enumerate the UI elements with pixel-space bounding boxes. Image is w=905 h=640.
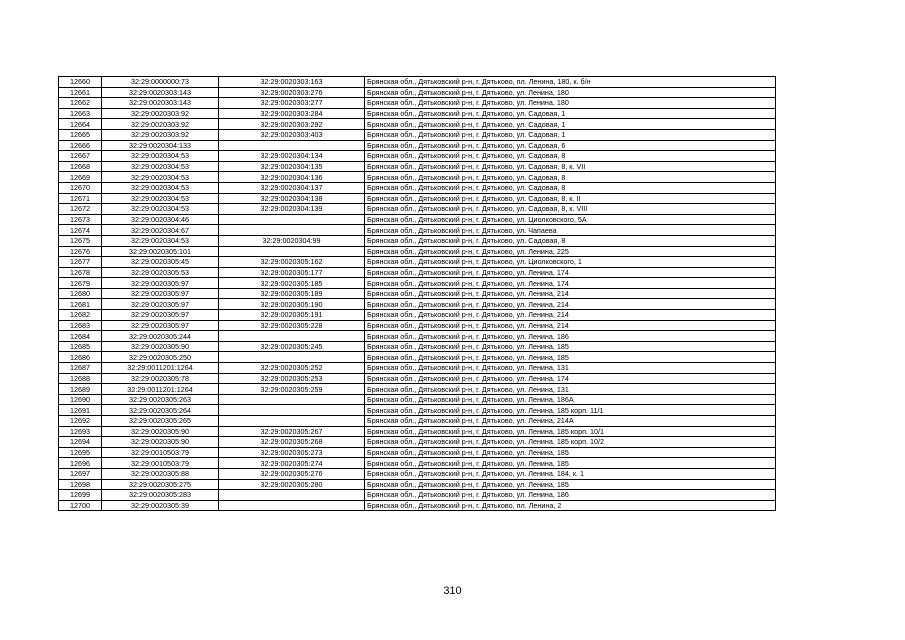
object-number-cell: 32:29:0020305:267 xyxy=(219,426,365,437)
cadastral-number-cell: 32:29:0010503:79 xyxy=(102,458,219,469)
table-row xyxy=(59,352,776,363)
table-row xyxy=(59,384,776,395)
table-row xyxy=(59,468,776,479)
row-number-cell: 12662 xyxy=(59,98,102,109)
object-number-cell xyxy=(219,490,365,501)
cadastral-number-cell: 32:29:0000000:73 xyxy=(102,77,219,88)
cadastral-number-cell: 32:29:0020303:92 xyxy=(102,129,219,140)
row-number-cell: 12696 xyxy=(59,458,102,469)
cadastral-number-cell: 32:29:0020305:97 xyxy=(102,310,219,321)
address-cell: Брянская обл., Дятьковский р-н, г. Дятьково, ул. Ленина, 214 xyxy=(365,310,776,321)
cadastral-number-cell: 32:29:0020305:275 xyxy=(102,479,219,490)
cadastral-number-cell: 32:29:0020305:263 xyxy=(102,394,219,405)
row-number-cell: 12693 xyxy=(59,426,102,437)
cadastral-number-cell: 32:29:0020303:143 xyxy=(102,87,219,98)
row-number-cell: 12664 xyxy=(59,119,102,130)
cadastral-number-cell: 32:29:0011201:1264 xyxy=(102,384,219,395)
object-number-cell xyxy=(219,225,365,236)
cadastral-number-cell: 32:29:0020304:53 xyxy=(102,161,219,172)
row-number-cell: 12673 xyxy=(59,214,102,225)
table-row xyxy=(59,87,776,98)
object-number-cell xyxy=(219,331,365,342)
table-row xyxy=(59,416,776,427)
address-cell: Брянская обл., Дятьковский р-н, г. Дятьково, ул. Ленина, 180 xyxy=(365,98,776,109)
row-number-cell: 12697 xyxy=(59,468,102,479)
row-number-cell: 12670 xyxy=(59,182,102,193)
object-number-cell: 32:29:0020304:99 xyxy=(219,235,365,246)
table-row xyxy=(59,140,776,151)
address-cell: Брянская обл., Дятьковский р-н, г. Дятьково, ул. Ленина, 185 xyxy=(365,352,776,363)
table-row xyxy=(59,77,776,88)
object-number-cell: 32:29:0020305:259 xyxy=(219,384,365,395)
row-number-cell: 12672 xyxy=(59,204,102,215)
row-number-cell: 12674 xyxy=(59,225,102,236)
table-row xyxy=(59,257,776,268)
table-row xyxy=(59,119,776,130)
row-number-cell: 12671 xyxy=(59,193,102,204)
cadastral-number-cell: 32:29:0020305:101 xyxy=(102,246,219,257)
row-number-cell: 12678 xyxy=(59,267,102,278)
object-number-cell xyxy=(219,405,365,416)
object-number-cell: 32:29:0020305:245 xyxy=(219,341,365,352)
address-cell: Брянская обл., Дятьковский р-н, г. Дятьково, ул. Садовая, 8 xyxy=(365,151,776,162)
object-number-cell xyxy=(219,214,365,225)
cadastral-number-cell: 32:29:0020305:97 xyxy=(102,278,219,289)
cadastral-number-cell: 32:29:0020305:88 xyxy=(102,468,219,479)
table-row xyxy=(59,447,776,458)
row-number-cell: 12683 xyxy=(59,320,102,331)
table-row xyxy=(59,500,776,511)
address-cell: Брянская обл., Дятьковский р-н, г. Дятьково, ул. Ленина, 185 xyxy=(365,447,776,458)
object-number-cell: 32:29:0020303:163 xyxy=(219,77,365,88)
table-row xyxy=(59,278,776,289)
address-cell: Брянская обл., Дятьковский р-н, г. Дятьково, пл. Ленина, 180, к. б/н xyxy=(365,77,776,88)
address-cell: Брянская обл., Дятьковский р-н, г. Дятьково, ул. Циолковского, 1 xyxy=(365,257,776,268)
address-cell: Брянская обл., Дятьковский р-н, г. Дятьково, ул. Ленина, 214 xyxy=(365,299,776,310)
cadastral-table xyxy=(58,76,776,511)
cadastral-number-cell: 32:29:0020303:92 xyxy=(102,119,219,130)
address-cell: Брянская обл., Дятьковский р-н, г. Дятьково, ул. Садовая, 8, к. VII xyxy=(365,161,776,172)
address-cell: Брянская обл., Дятьковский р-н, г. Дятьково, ул. Ленина, 180 xyxy=(365,87,776,98)
cadastral-number-cell: 32:29:0020305:97 xyxy=(102,288,219,299)
row-number-cell: 12689 xyxy=(59,384,102,395)
object-number-cell: 32:29:0020304:137 xyxy=(219,182,365,193)
row-number-cell: 12681 xyxy=(59,299,102,310)
cadastral-number-cell: 32:29:0020305:90 xyxy=(102,341,219,352)
cadastral-number-cell: 32:29:0020305:283 xyxy=(102,490,219,501)
cadastral-number-cell: 32:29:0020305:264 xyxy=(102,405,219,416)
row-number-cell: 12688 xyxy=(59,373,102,384)
cadastral-number-cell: 32:29:0020304:53 xyxy=(102,182,219,193)
table-row xyxy=(59,288,776,299)
cadastral-number-cell: 32:29:0020304:133 xyxy=(102,140,219,151)
cadastral-number-cell: 32:29:0020304:53 xyxy=(102,193,219,204)
row-number-cell: 12692 xyxy=(59,416,102,427)
cadastral-number-cell: 32:29:0020305:97 xyxy=(102,320,219,331)
cadastral-number-cell: 32:29:0010503:79 xyxy=(102,447,219,458)
cadastral-number-cell: 32:29:0020305:90 xyxy=(102,437,219,448)
table-row xyxy=(59,161,776,172)
object-number-cell: 32:29:0020305:268 xyxy=(219,437,365,448)
address-cell: Брянская обл., Дятьковский р-н, г. Дятьково, ул. Циолковского, 5А xyxy=(365,214,776,225)
row-number-cell: 12684 xyxy=(59,331,102,342)
row-number-cell: 12677 xyxy=(59,257,102,268)
address-cell: Брянская обл., Дятьковский р-н, г. Дятьково, ул. Ленина, 214 xyxy=(365,320,776,331)
address-cell: Брянская обл., Дятьковский р-н, г. Дятьково, ул. Ленина, 185 корп. 11/1 xyxy=(365,405,776,416)
table-row xyxy=(59,235,776,246)
cadastral-number-cell: 32:29:0020304:53 xyxy=(102,235,219,246)
cadastral-number-cell: 32:29:0020305:97 xyxy=(102,299,219,310)
address-cell: Брянская обл., Дятьковский р-н, г. Дятьково, ул. Садовая, 8 xyxy=(365,235,776,246)
row-number-cell: 12669 xyxy=(59,172,102,183)
table-row xyxy=(59,405,776,416)
object-number-cell: 32:29:0020303:292 xyxy=(219,119,365,130)
address-cell: Брянская обл., Дятьковский р-н, г. Дятьково, ул. Ленина, 185 корп. 10/2 xyxy=(365,437,776,448)
row-number-cell: 12686 xyxy=(59,352,102,363)
table-row xyxy=(59,172,776,183)
table-row xyxy=(59,204,776,215)
table-row xyxy=(59,490,776,501)
object-number-cell xyxy=(219,246,365,257)
address-cell: Брянская обл., Дятьковский р-н, г. Дятьково, ул. Ленина, 186 xyxy=(365,490,776,501)
table-row xyxy=(59,299,776,310)
table-row xyxy=(59,193,776,204)
row-number-cell: 12676 xyxy=(59,246,102,257)
row-number-cell: 12665 xyxy=(59,129,102,140)
object-number-cell xyxy=(219,352,365,363)
table-row xyxy=(59,98,776,109)
object-number-cell xyxy=(219,416,365,427)
object-number-cell: 32:29:0020305:189 xyxy=(219,288,365,299)
row-number-cell: 12687 xyxy=(59,363,102,374)
cadastral-table-body xyxy=(59,77,776,511)
object-number-cell: 32:29:0020303:403 xyxy=(219,129,365,140)
row-number-cell: 12691 xyxy=(59,405,102,416)
object-number-cell: 32:29:0020305:177 xyxy=(219,267,365,278)
object-number-cell xyxy=(219,500,365,511)
row-number-cell: 12700 xyxy=(59,500,102,511)
object-number-cell: 32:29:0020305:228 xyxy=(219,320,365,331)
object-number-cell: 32:29:0020305:252 xyxy=(219,363,365,374)
object-number-cell: 32:29:0020304:139 xyxy=(219,204,365,215)
row-number-cell: 12680 xyxy=(59,288,102,299)
row-number-cell: 12695 xyxy=(59,447,102,458)
row-number-cell: 12675 xyxy=(59,235,102,246)
cadastral-number-cell: 32:29:0020305:90 xyxy=(102,426,219,437)
object-number-cell: 32:29:0020305:280 xyxy=(219,479,365,490)
address-cell: Брянская обл., Дятьковский р-н, г. Дятьково, ул. Ленина, 131 xyxy=(365,363,776,374)
row-number-cell: 12694 xyxy=(59,437,102,448)
object-number-cell: 32:29:0020304:135 xyxy=(219,161,365,172)
cadastral-number-cell: 32:29:0020304:53 xyxy=(102,151,219,162)
cadastral-number-cell: 32:29:0020305:45 xyxy=(102,257,219,268)
object-number-cell: 32:29:0020305:274 xyxy=(219,458,365,469)
address-cell: Брянская обл., Дятьковский р-н, г. Дятьково, ул. Садовая, 8, к. II xyxy=(365,193,776,204)
row-number-cell: 12699 xyxy=(59,490,102,501)
object-number-cell: 32:29:0020304:138 xyxy=(219,193,365,204)
address-cell: Брянская обл., Дятьковский р-н, г. Дятьково, ул. Ленина, 214 xyxy=(365,288,776,299)
address-cell: Брянская обл., Дятьковский р-н, г. Дятьково, ул. Ленина, 174 xyxy=(365,373,776,384)
cadastral-number-cell: 32:29:0020304:46 xyxy=(102,214,219,225)
table-row xyxy=(59,394,776,405)
address-cell: Брянская обл., Дятьковский р-н, г. Дятьково, ул. Садовая, 8, к. VIII xyxy=(365,204,776,215)
object-number-cell: 32:29:0020304:134 xyxy=(219,151,365,162)
row-number-cell: 12663 xyxy=(59,108,102,119)
address-cell: Брянская обл., Дятьковский р-н, г. Дятьково, ул. Ленина, 184, к. 1 xyxy=(365,468,776,479)
object-number-cell: 32:29:0020305:162 xyxy=(219,257,365,268)
row-number-cell: 12698 xyxy=(59,479,102,490)
table-row xyxy=(59,214,776,225)
cadastral-number-cell: 32:29:0020304:53 xyxy=(102,172,219,183)
table-row xyxy=(59,458,776,469)
address-cell: Брянская обл., Дятьковский р-н, г. Дятьково, ул. Ленина, 225 xyxy=(365,246,776,257)
object-number-cell: 32:29:0020305:273 xyxy=(219,447,365,458)
table-row xyxy=(59,331,776,342)
table-row xyxy=(59,151,776,162)
table-row xyxy=(59,373,776,384)
page-number: 310 xyxy=(443,585,462,597)
row-number-cell: 12668 xyxy=(59,161,102,172)
row-number-cell: 12682 xyxy=(59,310,102,321)
address-cell: Брянская обл., Дятьковский р-н, г. Дятьково, ул. Ленина, 185 xyxy=(365,458,776,469)
cadastral-number-cell: 32:29:0020305:39 xyxy=(102,500,219,511)
row-number-cell: 12667 xyxy=(59,151,102,162)
table-row xyxy=(59,426,776,437)
cadastral-number-cell: 32:29:0020304:67 xyxy=(102,225,219,236)
address-cell: Брянская обл., Дятьковский р-н, г. Дятьково, ул. Садовая, 1 xyxy=(365,119,776,130)
table-row xyxy=(59,129,776,140)
cadastral-number-cell: 32:29:0020305:244 xyxy=(102,331,219,342)
address-cell: Брянская обл., Дятьковский р-н, г. Дятьково, ул. Садовая, 8 xyxy=(365,182,776,193)
address-cell: Брянская обл., Дятьковский р-н, г. Дятьково, ул. Садовая, 1 xyxy=(365,129,776,140)
table-row xyxy=(59,341,776,352)
address-cell: Брянская обл., Дятьковский р-н, г. Дятьково, ул. Ленина, 185 xyxy=(365,479,776,490)
table-row xyxy=(59,310,776,321)
table-row xyxy=(59,363,776,374)
address-cell: Брянская обл., Дятьковский р-н, г. Дятьково, ул. Ленина, 185 корп. 10/1 xyxy=(365,426,776,437)
address-cell: Брянская обл., Дятьковский р-н, г. Дятьково, ул. Ленина, 131 xyxy=(365,384,776,395)
table-row xyxy=(59,437,776,448)
cadastral-number-cell: 32:29:0020305:250 xyxy=(102,352,219,363)
table-row xyxy=(59,108,776,119)
table-row xyxy=(59,225,776,236)
cadastral-number-cell: 32:29:0011201:1264 xyxy=(102,363,219,374)
cadastral-number-cell: 32:29:0020305:78 xyxy=(102,373,219,384)
address-cell: Брянская обл., Дятьковский р-н, г. Дятьково, ул. Ленина, 186 xyxy=(365,331,776,342)
object-number-cell: 32:29:0020303:284 xyxy=(219,108,365,119)
object-number-cell: 32:29:0020303:277 xyxy=(219,98,365,109)
table-row xyxy=(59,182,776,193)
object-number-cell: 32:29:0020304:136 xyxy=(219,172,365,183)
row-number-cell: 12685 xyxy=(59,341,102,352)
cadastral-number-cell: 32:29:0020305:53 xyxy=(102,267,219,278)
cadastral-number-cell: 32:29:0020305:265 xyxy=(102,416,219,427)
object-number-cell: 32:29:0020305:185 xyxy=(219,278,365,289)
address-cell: Брянская обл., Дятьковский р-н, г. Дятьково, ул. Садовая, 1 xyxy=(365,108,776,119)
table-row xyxy=(59,246,776,257)
cadastral-number-cell: 32:29:0020304:53 xyxy=(102,204,219,215)
table-row xyxy=(59,320,776,331)
address-cell: Брянская обл., Дятьковский р-н, г. Дятьково, ул. Ленина, 174 xyxy=(365,278,776,289)
object-number-cell: 32:29:0020303:276 xyxy=(219,87,365,98)
row-number-cell: 12666 xyxy=(59,140,102,151)
object-number-cell xyxy=(219,140,365,151)
object-number-cell: 32:29:0020305:276 xyxy=(219,468,365,479)
object-number-cell: 32:29:0020305:191 xyxy=(219,310,365,321)
object-number-cell: 32:29:0020305:253 xyxy=(219,373,365,384)
address-cell: Брянская обл., Дятьковский р-н, г. Дятьково, ул. Ленина, 214А xyxy=(365,416,776,427)
row-number-cell: 12690 xyxy=(59,394,102,405)
address-cell: Брянская обл., Дятьковский р-н, г. Дятьково, ул. Садовая, 6 xyxy=(365,140,776,151)
row-number-cell: 12679 xyxy=(59,278,102,289)
address-cell: Брянская обл., Дятьковский р-н, г. Дятьково, ул. Садовая, 8 xyxy=(365,172,776,183)
row-number-cell: 12661 xyxy=(59,87,102,98)
address-cell: Брянская обл., Дятьковский р-н, г. Дятьково, ул. Ленина, 185 xyxy=(365,341,776,352)
address-cell: Брянская обл., Дятьковский р-н, г. Дятьково, ул. Чапаева xyxy=(365,225,776,236)
cadastral-number-cell: 32:29:0020303:143 xyxy=(102,98,219,109)
address-cell: Брянская обл., Дятьковский р-н, г. Дятьково, ул. Ленина, 174 xyxy=(365,267,776,278)
address-cell: Брянская обл., Дятьковский р-н, г. Дятьково, ул. Ленина, 186А xyxy=(365,394,776,405)
address-cell: Брянская обл., Дятьковский р-н, г. Дятьково, пл. Ленина, 2 xyxy=(365,500,776,511)
object-number-cell xyxy=(219,394,365,405)
cadastral-number-cell: 32:29:0020303:92 xyxy=(102,108,219,119)
row-number-cell: 12660 xyxy=(59,77,102,88)
table-row xyxy=(59,267,776,278)
table-row xyxy=(59,479,776,490)
object-number-cell: 32:29:0020305:190 xyxy=(219,299,365,310)
